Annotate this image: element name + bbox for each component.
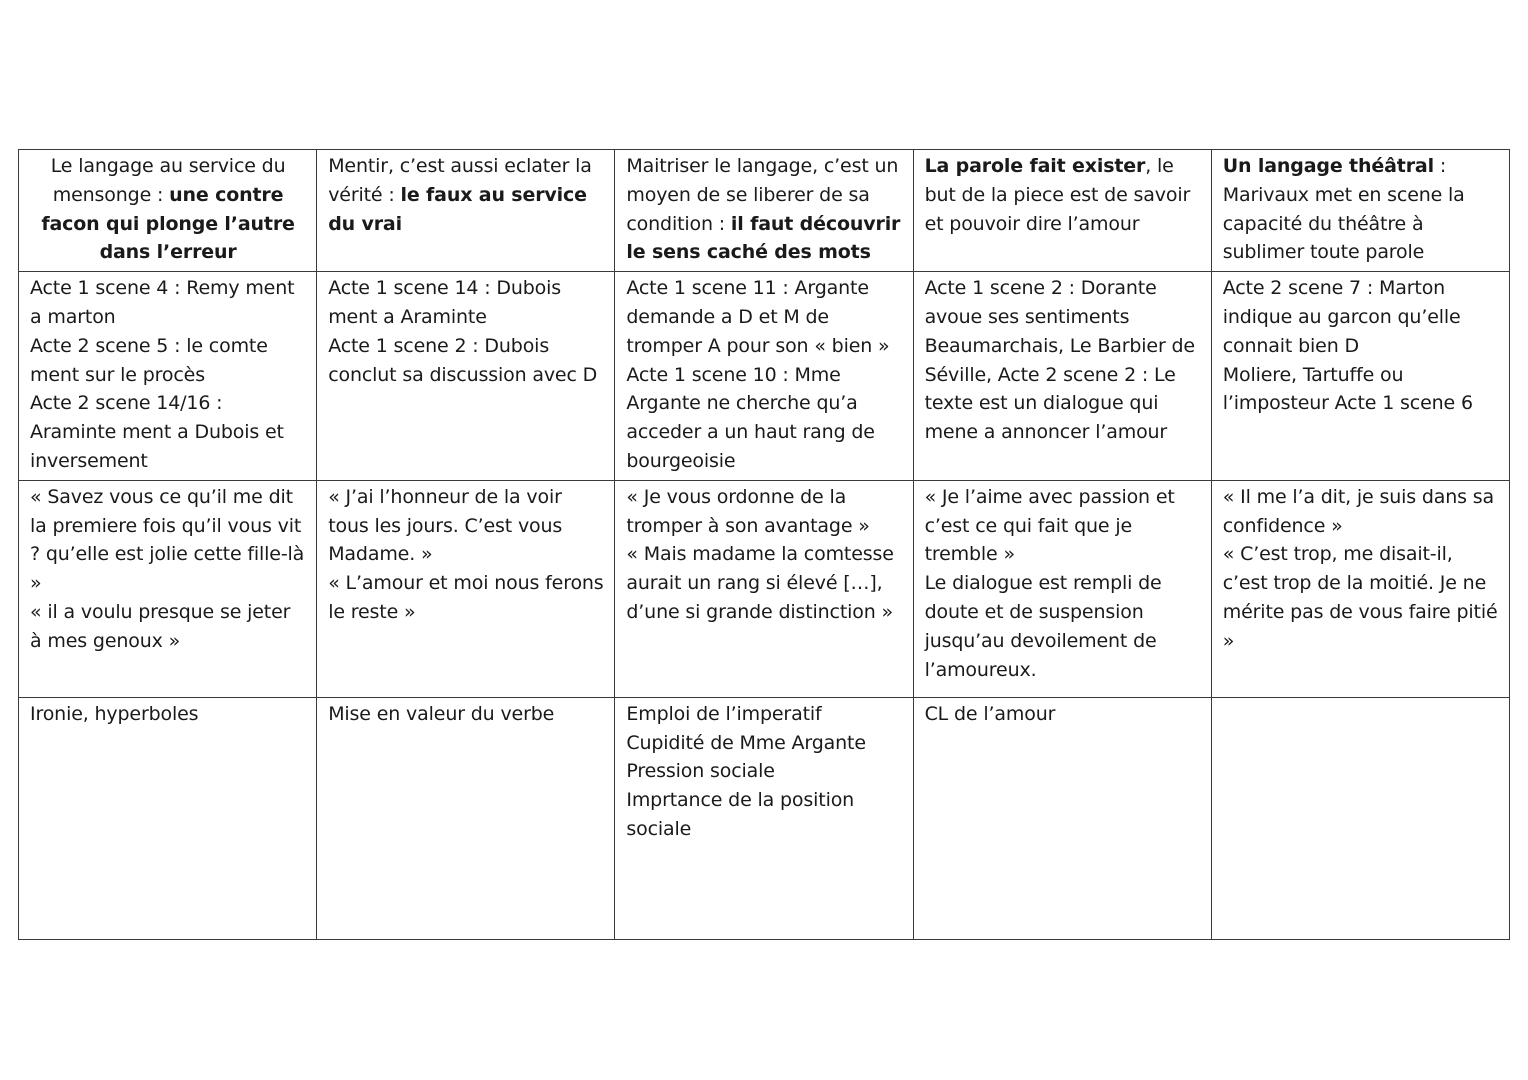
header-text: , le but de la piece est de savoir et pouvoir dire l’amour (924, 155, 1191, 235)
summary-table (18, 149, 1510, 940)
example-line: Acte 2 scene 7 : Marton indique au garcon qu’elle connait bien D (1222, 277, 1461, 357)
header-cell-2 (317, 150, 615, 272)
examples-cell-5 (1211, 272, 1509, 481)
analysis-line: Ironie, hyperboles (30, 702, 199, 725)
header-cell-3 (615, 150, 913, 272)
example-line: Moliere, Tartuffe ou l’imposteur Acte 1 scene 6 (1222, 363, 1473, 415)
quote-line: « Je l’aime avec passion et c’est ce qui fait que je tremble » (924, 485, 1175, 566)
example-line: Acte 1 scene 10 : Mme Argante ne cherche qu’a acceder a un haut rang de bourgeoisie (626, 363, 875, 472)
quote-line: « L’amour et moi nous ferons le reste » (328, 572, 604, 623)
examples-cell-4 (913, 272, 1211, 481)
analysis-line: Emploi de l’imperatif (626, 702, 822, 725)
examples-row (19, 272, 1510, 481)
header-cell-5 (1211, 150, 1509, 272)
quotes-cell-2 (317, 480, 615, 697)
quotes-cell-1 (19, 480, 317, 697)
analysis-line: Cupidité de Mme Argante (626, 731, 866, 754)
analysis-cell-4 (913, 697, 1211, 939)
analysis-line: Mise en valeur du verbe (328, 702, 555, 725)
quote-line: « il a voulu presque se jeter à mes genoux » (30, 600, 291, 652)
header-cell-1 (19, 150, 317, 272)
quote-line: « Je vous ordonne de la tromper à son avantage » (626, 485, 870, 537)
header-bold-text: une contre facon qui plonge l’autre dans l’erreur (41, 183, 295, 264)
quotes-cell-3 (615, 480, 913, 697)
example-line: Beaumarchais, Le Barbier de Séville, Acte 2 scene 2 : Le texte est un dialogue qui mene a annoncer l’amour (924, 334, 1195, 444)
header-text: Maitriser le langage, c’est un moyen de se liberer de sa condition : (626, 155, 899, 235)
analysis-row (19, 697, 1510, 939)
quotes-cell-4 (913, 480, 1211, 697)
header-text: Mentir, c’est aussi eclater la vérité : (328, 155, 592, 206)
quote-line: Le dialogue est rempli de doute et de suspension jusqu’au devoilement de l’amoureux. (924, 572, 1162, 681)
quote-line: « C’est trop, me disait-il, c’est trop de la moitié. Je ne mérite pas de vous faire pitié » (1222, 543, 1498, 652)
header-text: Le langage au service du mensonge : (50, 155, 286, 206)
quote-line: « Savez vous ce qu’il me dit la premiere fois qu’il vous vit ? qu’elle est jolie cette fille-là » (30, 485, 305, 595)
examples-cell-2 (317, 272, 615, 481)
analysis-cell-1 (19, 697, 317, 939)
example-line: Acte 1 scene 2 : Dorante avoue ses sentiments (924, 277, 1157, 328)
quote-line: « Il me l’a dit, je suis dans sa confidence » (1222, 485, 1495, 537)
analysis-cell-3 (615, 697, 913, 939)
header-text: : Marivaux met en scene la capacité du théâtre à sublimer toute parole (1222, 155, 1465, 264)
example-line: Acte 2 scene 14/16 : Araminte ment a Dubois et inversement (30, 392, 284, 472)
analysis-line: CL de l’amour (924, 702, 1056, 725)
quote-line: « Mais madame la comtesse aurait un rang si élevé […], d’une si grande distinction » (626, 543, 894, 623)
header-bold-text: La parole fait exister (924, 155, 1146, 177)
header-bold-text: il faut découvrir le sens caché des mots (626, 212, 901, 264)
header-row (19, 150, 1510, 272)
example-line: Acte 1 scene 2 : Dubois conclut sa discussion avec D (328, 334, 598, 386)
examples-cell-3 (615, 272, 913, 481)
analysis-line: Imprtance de la position sociale (626, 789, 855, 840)
example-line: Acte 1 scene 4 : Remy ment a marton (30, 277, 295, 328)
quote-line: « J’ai l’honneur de la voir tous les jours. C’est vous Madame. » (328, 485, 563, 566)
quotes-cell-5 (1211, 480, 1509, 697)
analysis-line: Pression sociale (626, 760, 775, 783)
analysis-cell-5 (1211, 697, 1509, 939)
quotes-row (19, 480, 1510, 697)
example-line: Acte 1 scene 11 : Argante demande a D et M de tromper A pour son « bien » (626, 277, 890, 357)
example-line: Acte 2 scene 5 : le comte ment sur le procès (30, 334, 268, 386)
header-bold-text: Un langage théâtral (1222, 155, 1434, 177)
example-line: Acte 1 scene 14 : Dubois ment a Araminte (328, 277, 562, 328)
header-cell-4 (913, 150, 1211, 272)
examples-cell-1 (19, 272, 317, 481)
header-bold-text: le faux au service du vrai (328, 183, 587, 235)
analysis-cell-2 (317, 697, 615, 939)
